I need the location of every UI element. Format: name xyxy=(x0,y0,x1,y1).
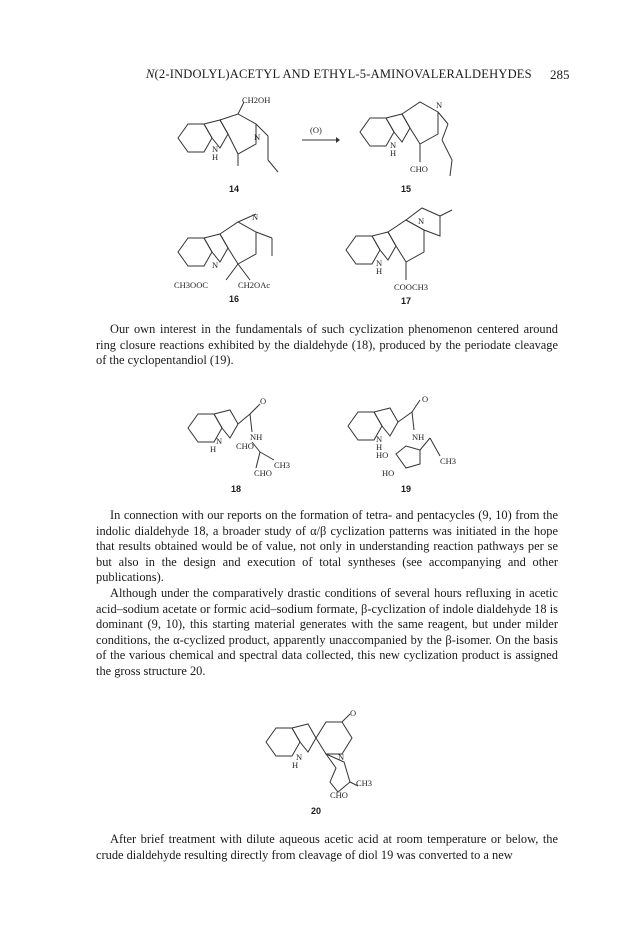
atom-cho-18b: CHO xyxy=(254,468,272,478)
atom-n-18: N xyxy=(216,436,223,446)
atom-n-15: N xyxy=(436,100,443,110)
atom-o-18: O xyxy=(260,396,267,406)
atom-h-19: H xyxy=(376,442,383,452)
atom-h-14: H xyxy=(212,152,219,162)
reaction-arrow xyxy=(300,125,340,148)
compound-label-14: 14 xyxy=(228,184,239,194)
atom-nh-18: NH xyxy=(250,432,263,442)
atom-h-20: H xyxy=(292,760,299,770)
header-italic-n: N xyxy=(146,67,155,81)
structure-15 xyxy=(352,92,472,182)
atom-n-14b: N xyxy=(212,144,219,154)
atom-ho-19b: HO xyxy=(382,468,395,478)
atom-n-17: N xyxy=(418,216,425,226)
paragraph-2b-text: Although under the comparatively drastic conditions of several hours refluxing in acetic acid–sodium acetate or formic acid–sodium formate, β-cyclization of indole dialdehyde 18 is dominant (9, 10), this starting material generates with the same reagent, but under milder conditions, the α-cyclized product, apparently unaccompanied by the β-isomer. On the basis of the various chemical and spectral data collected, this new cyclization product is assigned the gross structure 20. xyxy=(96,585,558,678)
compound-label-20: 20 xyxy=(310,806,321,816)
atom-ch3-19: CH3 xyxy=(440,456,457,466)
atom-o-19: O xyxy=(422,394,429,404)
atom-ch3-18: CH3 xyxy=(274,460,291,470)
compound-label-17: 17 xyxy=(400,296,411,306)
atom-cooch3: COOCH3 xyxy=(394,282,429,292)
running-header xyxy=(146,67,546,82)
structure-14 xyxy=(168,95,298,180)
structure-19 xyxy=(340,396,470,486)
structure-20 xyxy=(258,708,388,804)
atom-nh-19: NH xyxy=(412,432,425,442)
atom-cho-15: CHO xyxy=(410,164,428,174)
atom-o-20: O xyxy=(350,708,357,718)
structure-18 xyxy=(180,398,300,478)
atom-n-16b: N xyxy=(212,260,219,270)
atom-h-15: H xyxy=(390,148,397,158)
atom-h-18: H xyxy=(210,444,217,454)
atom-n-15b: N xyxy=(390,140,397,150)
header-title: (2-INDOLYL)ACETYL AND ETHYL-5-AMINOVALERALDEHYDES xyxy=(154,67,532,81)
atom-ch3-20: CH3 xyxy=(356,778,373,788)
structure-16 xyxy=(168,212,298,292)
paragraph-1 xyxy=(96,322,558,369)
atom-n-19: N xyxy=(376,434,383,444)
atom-n-20b: N xyxy=(296,752,303,762)
paragraph-2 xyxy=(96,508,558,680)
atom-n-17b: N xyxy=(376,258,383,268)
reagent-o: (O) xyxy=(310,125,322,135)
atom-ch2oac: CH2OAc xyxy=(238,280,271,290)
atom-cho-18a: CHO xyxy=(236,441,254,451)
compound-label-19: 19 xyxy=(400,484,411,494)
atom-cho-20: CHO xyxy=(330,790,348,800)
page-number: 285 xyxy=(550,67,570,82)
atom-ho-19a: HO xyxy=(376,450,389,460)
compound-label-18: 18 xyxy=(230,484,241,494)
atom-ch2oh: CH2OH xyxy=(242,95,271,105)
atom-n-16: N xyxy=(252,212,259,222)
atom-n-20a: N xyxy=(338,752,345,762)
atom-h-17: H xyxy=(376,266,383,276)
paragraph-1-text: Our own interest in the fundamentals of such cyclization phenomenon centered around ring closure reactions exhibited by the dialdehyde (18), produced by the periodate cleavage of the cyclopentandiol (19). xyxy=(96,322,558,368)
atom-ch3ooc: CH3OOC xyxy=(174,280,209,290)
paragraph-3 xyxy=(96,832,558,863)
compound-label-15: 15 xyxy=(400,184,411,194)
compound-label-16: 16 xyxy=(228,294,239,304)
structure-17 xyxy=(338,206,468,296)
paragraph-3-text: After brief treatment with dilute aqueous acetic acid at room temperature or below, the crude dialdehyde resulting directly from cleavage of diol 19 was converted to a new xyxy=(96,832,558,862)
atom-n-14: N xyxy=(254,132,261,142)
paragraph-2a-text: In connection with our reports on the formation of tetra- and pentacycles (9, 10) from the indolic dialdehyde 18, a broader study of α/β cyclization patterns was initiated in the hope that results obtained would be of value, not only in understanding reaction pathways per se but also in the design and execution of total syntheses (see accompanying and other publications). xyxy=(96,508,558,585)
